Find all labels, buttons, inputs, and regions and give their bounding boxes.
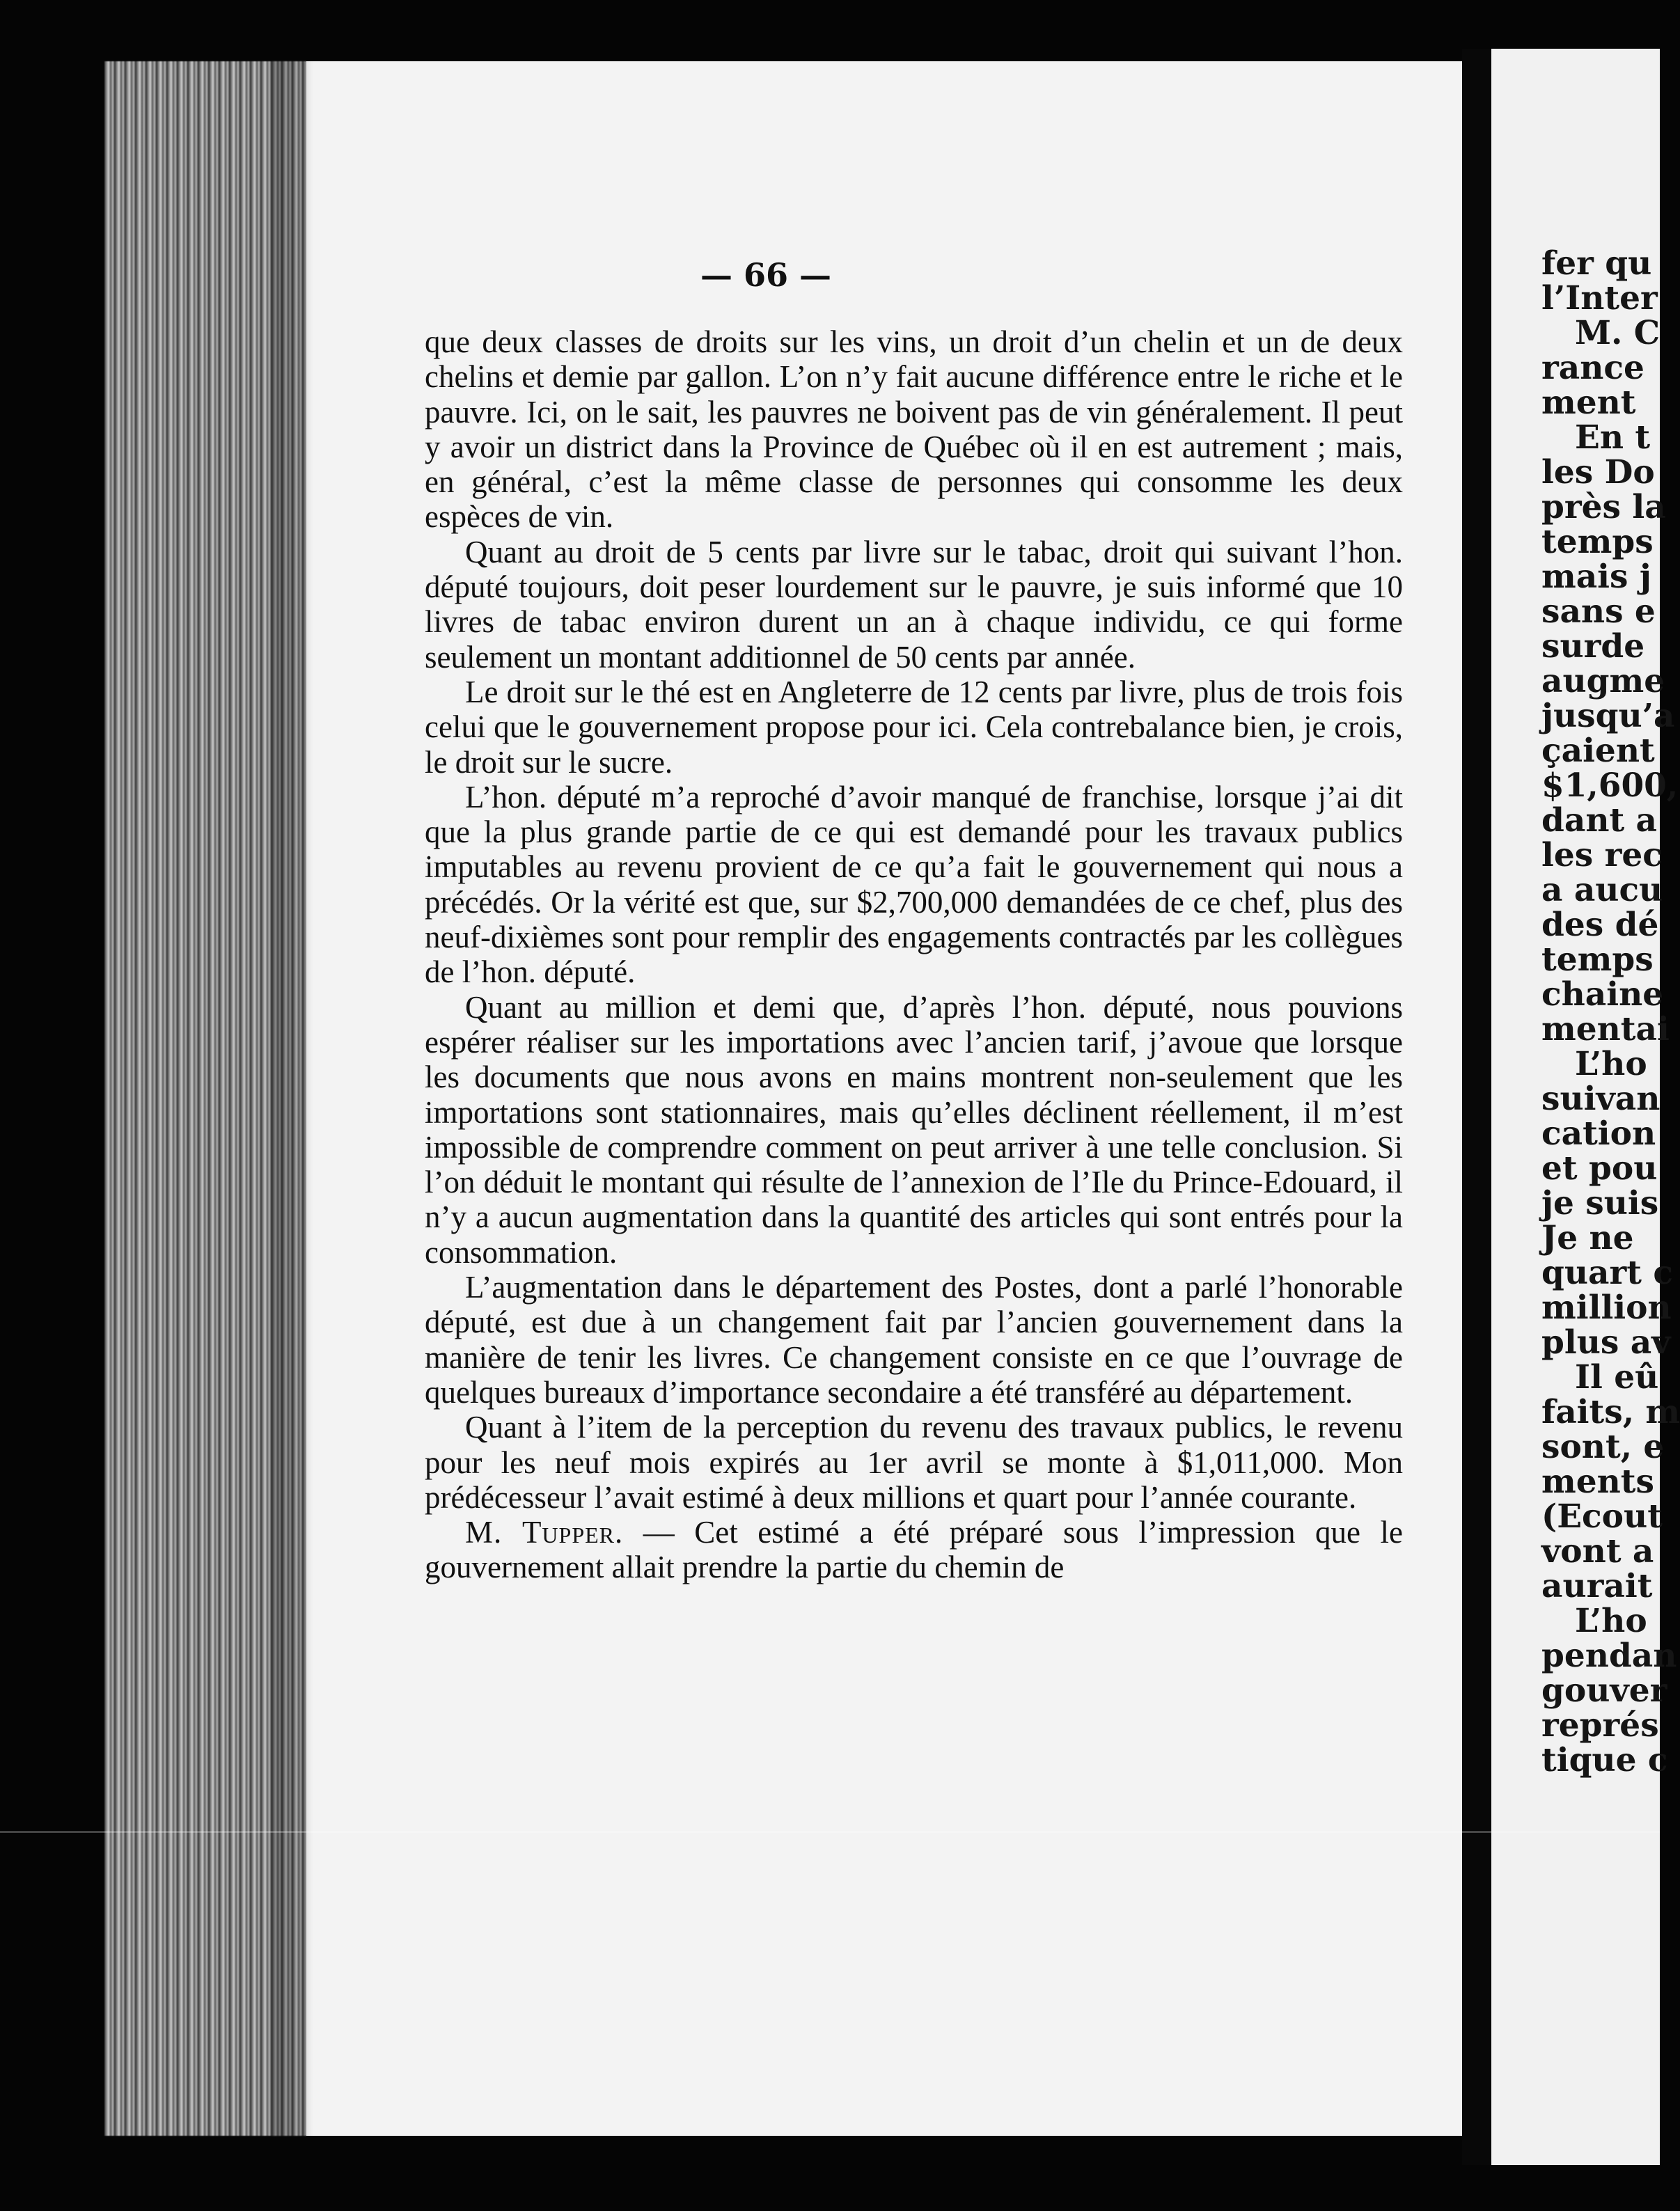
facing-page-line: tique c [1541, 1741, 1668, 1779]
facing-page-line: a aucu [1541, 871, 1663, 909]
facing-page-line: $1,600, [1541, 766, 1679, 805]
scan-artifact-line [0, 1831, 1660, 1833]
facing-page-line: ments [1541, 1463, 1654, 1501]
speaker-name: M. Tupper. [465, 1515, 624, 1550]
facing-page-line: surde [1541, 627, 1645, 666]
paragraph-5: Quant au million et demi que, d’après l’hon. député, nous pouvions espérer réaliser sur les importations avec l’ancien tarif, j’avoue que lorsque les documents que nous avons en mains montrent non-seulement que les importations sont stationnaires, mais qu’elles déclinent réellement, il m’est impossible de comprendre comment on peut arriver à une telle conclusion. Si l’on déduit le montant qui résulte de l’annexion de l’Ile du Prince-Edouard, il n’y a aucun augmentation dans la quantité des articles qui sont entrés pour la consommation. [425, 989, 1403, 1270]
facing-page-line: chaine [1541, 975, 1664, 1014]
paragraph-speaker [425, 1515, 1403, 1585]
paragraph-4: L’hon. député m’a reproché d’avoir manqué de franchise, lorsque j’ai dit que la plus grande partie de ce qui est demandé pour les travaux publics imputables au revenu provient de ce qu’a fait le gouvernement qui nous a précédés. Or la vérité est que, sur $2,700,000 demandées de ce chef, plus des neuf-dixièmes sont pour remplir des engagements contractés par les collègues de l’hon. député. [425, 779, 1403, 990]
paragraph-7: Quant à l’item de la perception du revenu des travaux publics, le revenu pour les neuf mois expirés au 1er avril se monte à $1,011,000. Mon prédécesseur l’avait estimé à deux millions et quart pour l’année courante. [425, 1410, 1403, 1515]
facing-page-line: L’ho [1575, 1602, 1647, 1640]
binding-shadow [272, 61, 313, 2136]
facing-page-line: ment [1541, 384, 1636, 422]
page-number: — 66 — [700, 256, 832, 294]
facing-page-line: aurait [1541, 1567, 1653, 1605]
facing-page-line: Je ne [1541, 1219, 1634, 1257]
facing-page-line: sans e [1541, 592, 1656, 631]
book-gutter [1462, 49, 1491, 2165]
speaker-text: — Cet estimé a été préparé sous l’impression que le gouvernement allait prendre la partie du chemin de [425, 1515, 1403, 1585]
facing-page-line: près la [1541, 488, 1666, 526]
facing-page-line: des dé [1541, 906, 1659, 944]
facing-page-line: suivan [1541, 1080, 1661, 1118]
facing-page-line: vont a [1541, 1532, 1654, 1571]
facing-page-line: (Ecout [1541, 1497, 1663, 1536]
facing-page-line: représ [1541, 1706, 1659, 1745]
facing-page-line: faits, m [1541, 1393, 1680, 1431]
facing-page [1491, 49, 1680, 2165]
text-column [425, 324, 1403, 1585]
facing-page-line: million [1541, 1289, 1672, 1327]
facing-page-text [1491, 246, 1680, 1778]
paragraph-3: Le droit sur le thé est en Angleterre de 12 cents par livre, plus de trois fois celui que le gouvernement propose pour ici. Cela contrebalance bien, je crois, le droit sur le sucre. [425, 674, 1403, 780]
facing-page-line: et pou [1541, 1149, 1658, 1188]
facing-page-line: mentai [1541, 1010, 1670, 1048]
facing-page-line: temps [1541, 523, 1654, 561]
facing-page-line: Il eû [1575, 1358, 1659, 1396]
paragraph-2: Quant au droit de 5 cents par livre sur le tabac, droit qui suivant l’hon. député toujours, doit peser lourdement sur le pauvre, je suis informé que 10 livres de tabac environ durent un an à chaque individu, ce qui forme seulement un montant additionnel de 50 cents par année. [425, 534, 1403, 675]
facing-page-line: augme [1541, 662, 1665, 700]
facing-page-line: gouver [1541, 1671, 1667, 1710]
facing-page-line: les rec [1541, 836, 1663, 874]
left-page [306, 61, 1476, 2136]
facing-page-line: En t [1575, 418, 1651, 457]
facing-page-line: rance [1541, 349, 1644, 387]
facing-page-line: temps [1541, 941, 1654, 979]
facing-page-line: quart c [1541, 1254, 1673, 1292]
paragraph-1: que deux classes de droits sur les vins, un droit d’un chelin et un de deux chelins et demie par gallon. L’on n’y fait aucune différence entre le riche et le pauvre. Ici, on le sait, les pauvres ne boivent pas de vin généralement. Il peut y avoir un district dans la Province de Québec où il en est autrement ; mais, en général, c’est la même classe de personnes qui consomme les deux espèces de vin. [425, 324, 1403, 535]
facing-page-line: jusqu’a [1541, 697, 1675, 735]
facing-page-line: sont, e [1541, 1428, 1665, 1466]
facing-page-line: je suis [1541, 1184, 1659, 1222]
facing-page-line: fer qu [1541, 244, 1652, 283]
facing-page-line: cation [1541, 1115, 1656, 1153]
facing-page-line: les Do [1541, 453, 1655, 491]
facing-page-line: çaient [1541, 732, 1655, 770]
facing-page-line: pendan [1541, 1637, 1677, 1675]
facing-page-line: l’Inter [1541, 279, 1658, 317]
facing-page-line: mais j [1541, 558, 1651, 596]
facing-page-line: M. C [1575, 314, 1661, 352]
facing-page-line: L’ho [1575, 1045, 1647, 1083]
paragraph-6: L’augmentation dans le département des Postes, dont a parlé l’honorable député, est due à un changement fait par l’ancien gouvernement dans la manière de tenir les livres. Ce changement consiste en ce que l’ouvrage de quelques bureaux d’importance secondaire a été transféré au département. [425, 1270, 1403, 1410]
facing-page-line: dant a [1541, 801, 1658, 840]
facing-page-line: plus av [1541, 1323, 1671, 1362]
